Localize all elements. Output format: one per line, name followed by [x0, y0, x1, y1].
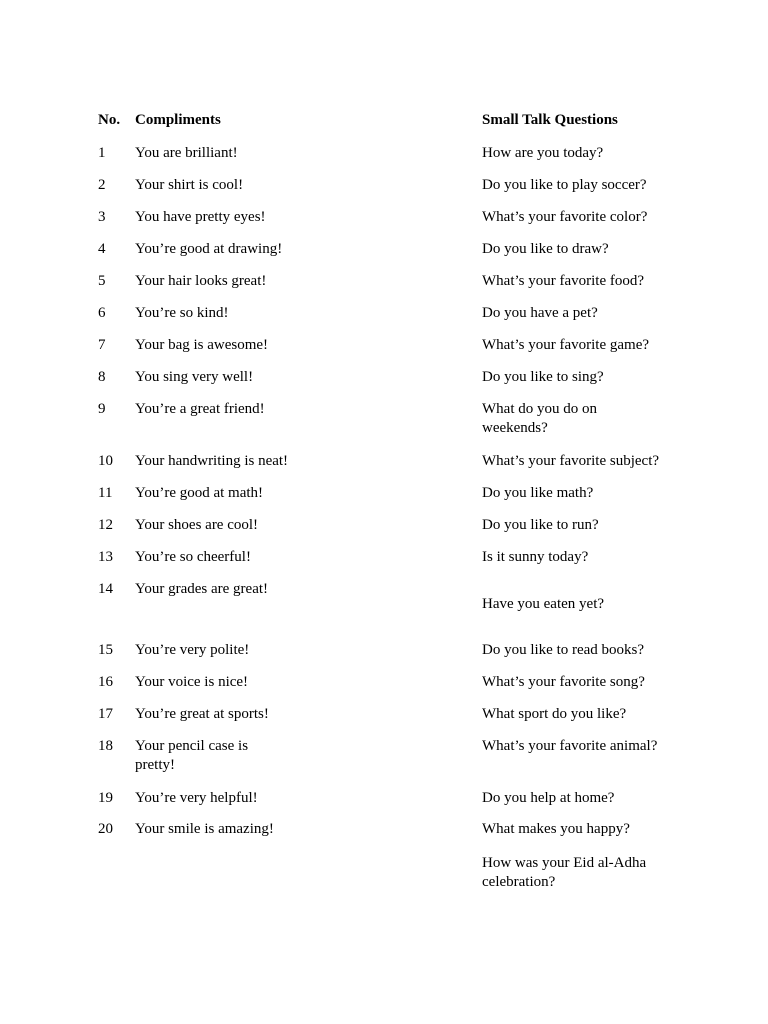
header-small-talk-questions: Small Talk Questions: [482, 112, 618, 128]
question-text: Do you like to draw?: [482, 241, 609, 257]
row-number: 9: [98, 401, 106, 417]
header-compliments: Compliments: [135, 112, 221, 128]
compliment-text: You have pretty eyes!: [135, 209, 266, 225]
compliment-text: You’re very polite!: [135, 642, 250, 658]
row-number: 12: [98, 517, 113, 533]
row-number: 2: [98, 177, 106, 193]
row-number: 8: [98, 369, 106, 385]
row-number: 14: [98, 581, 113, 597]
row-number: 11: [98, 485, 113, 501]
compliment-text: Your grades are great!: [135, 581, 269, 597]
question-text: What’s your favorite song?: [482, 674, 645, 690]
extra-question-line-2: celebration?: [482, 874, 556, 890]
row-number: 1: [98, 145, 106, 161]
compliment-text: You’re so kind!: [135, 305, 229, 321]
question-text: What’s your favorite subject?: [482, 453, 660, 469]
question-text: What’s your favorite color?: [482, 209, 648, 225]
question-text: What’s your favorite game?: [482, 337, 650, 353]
extra-question-line-1: How was your Eid al-Adha: [482, 855, 647, 871]
row-number: 5: [98, 273, 106, 289]
compliment-text: You’re good at drawing!: [135, 241, 283, 257]
compliment-text: [135, 737, 248, 775]
compliment-text: Your smile is amazing!: [135, 821, 274, 837]
question-text: How are you today?: [482, 145, 604, 161]
row-number: 3: [98, 209, 106, 225]
question-line: What do you do on: [482, 401, 597, 417]
row-number: 20: [98, 821, 113, 837]
row-number: 18: [98, 738, 113, 754]
row-number: 15: [98, 642, 113, 658]
row-number: 19: [98, 790, 113, 806]
row-number: 6: [98, 305, 106, 321]
compliment-text: You’re so cheerful!: [135, 549, 251, 565]
compliment-text: You sing very well!: [135, 369, 254, 385]
compliment-line: Your pencil case is: [135, 738, 249, 754]
compliment-text: Your hair looks great!: [135, 273, 267, 289]
question-text: Do you like to run?: [482, 517, 599, 533]
question-text: Do you like to read books?: [482, 642, 645, 658]
extra-question: [482, 854, 646, 892]
question-text: Do you like math?: [482, 485, 594, 501]
compliment-text: Your shoes are cool!: [135, 517, 259, 533]
row-number: 7: [98, 337, 106, 353]
compliment-text: Your handwriting is neat!: [135, 453, 289, 469]
question-text: What makes you happy?: [482, 821, 630, 837]
question-text: [482, 400, 597, 438]
header-number: No.: [98, 112, 121, 128]
compliment-text: Your voice is nice!: [135, 674, 249, 690]
compliment-line: pretty!: [135, 757, 175, 773]
row-number: 10: [98, 453, 113, 469]
question-line: weekends?: [482, 420, 548, 436]
row-number: 4: [98, 241, 106, 257]
question-text: Do you like to sing?: [482, 369, 604, 385]
compliment-text: Your bag is awesome!: [135, 337, 269, 353]
row-number: 17: [98, 706, 113, 722]
question-text: What sport do you like?: [482, 706, 627, 722]
compliment-text: You’re very helpful!: [135, 790, 258, 806]
row-number: 16: [98, 674, 113, 690]
question-text: What’s your favorite food?: [482, 273, 645, 289]
question-text: Do you like to play soccer?: [482, 177, 647, 193]
question-text: Is it sunny today?: [482, 549, 589, 565]
compliment-text: You’re good at math!: [135, 485, 264, 501]
compliment-text: You’re great at sports!: [135, 706, 269, 722]
question-text: Do you help at home?: [482, 790, 615, 806]
compliment-text: You’re a great friend!: [135, 401, 265, 417]
question-text: What’s your favorite animal?: [482, 738, 658, 754]
compliment-text: Your shirt is cool!: [135, 177, 244, 193]
compliment-text: You are brilliant!: [135, 145, 238, 161]
question-text: Do you have a pet?: [482, 305, 598, 321]
question-text: Have you eaten yet?: [482, 596, 605, 612]
row-number: 13: [98, 549, 113, 565]
